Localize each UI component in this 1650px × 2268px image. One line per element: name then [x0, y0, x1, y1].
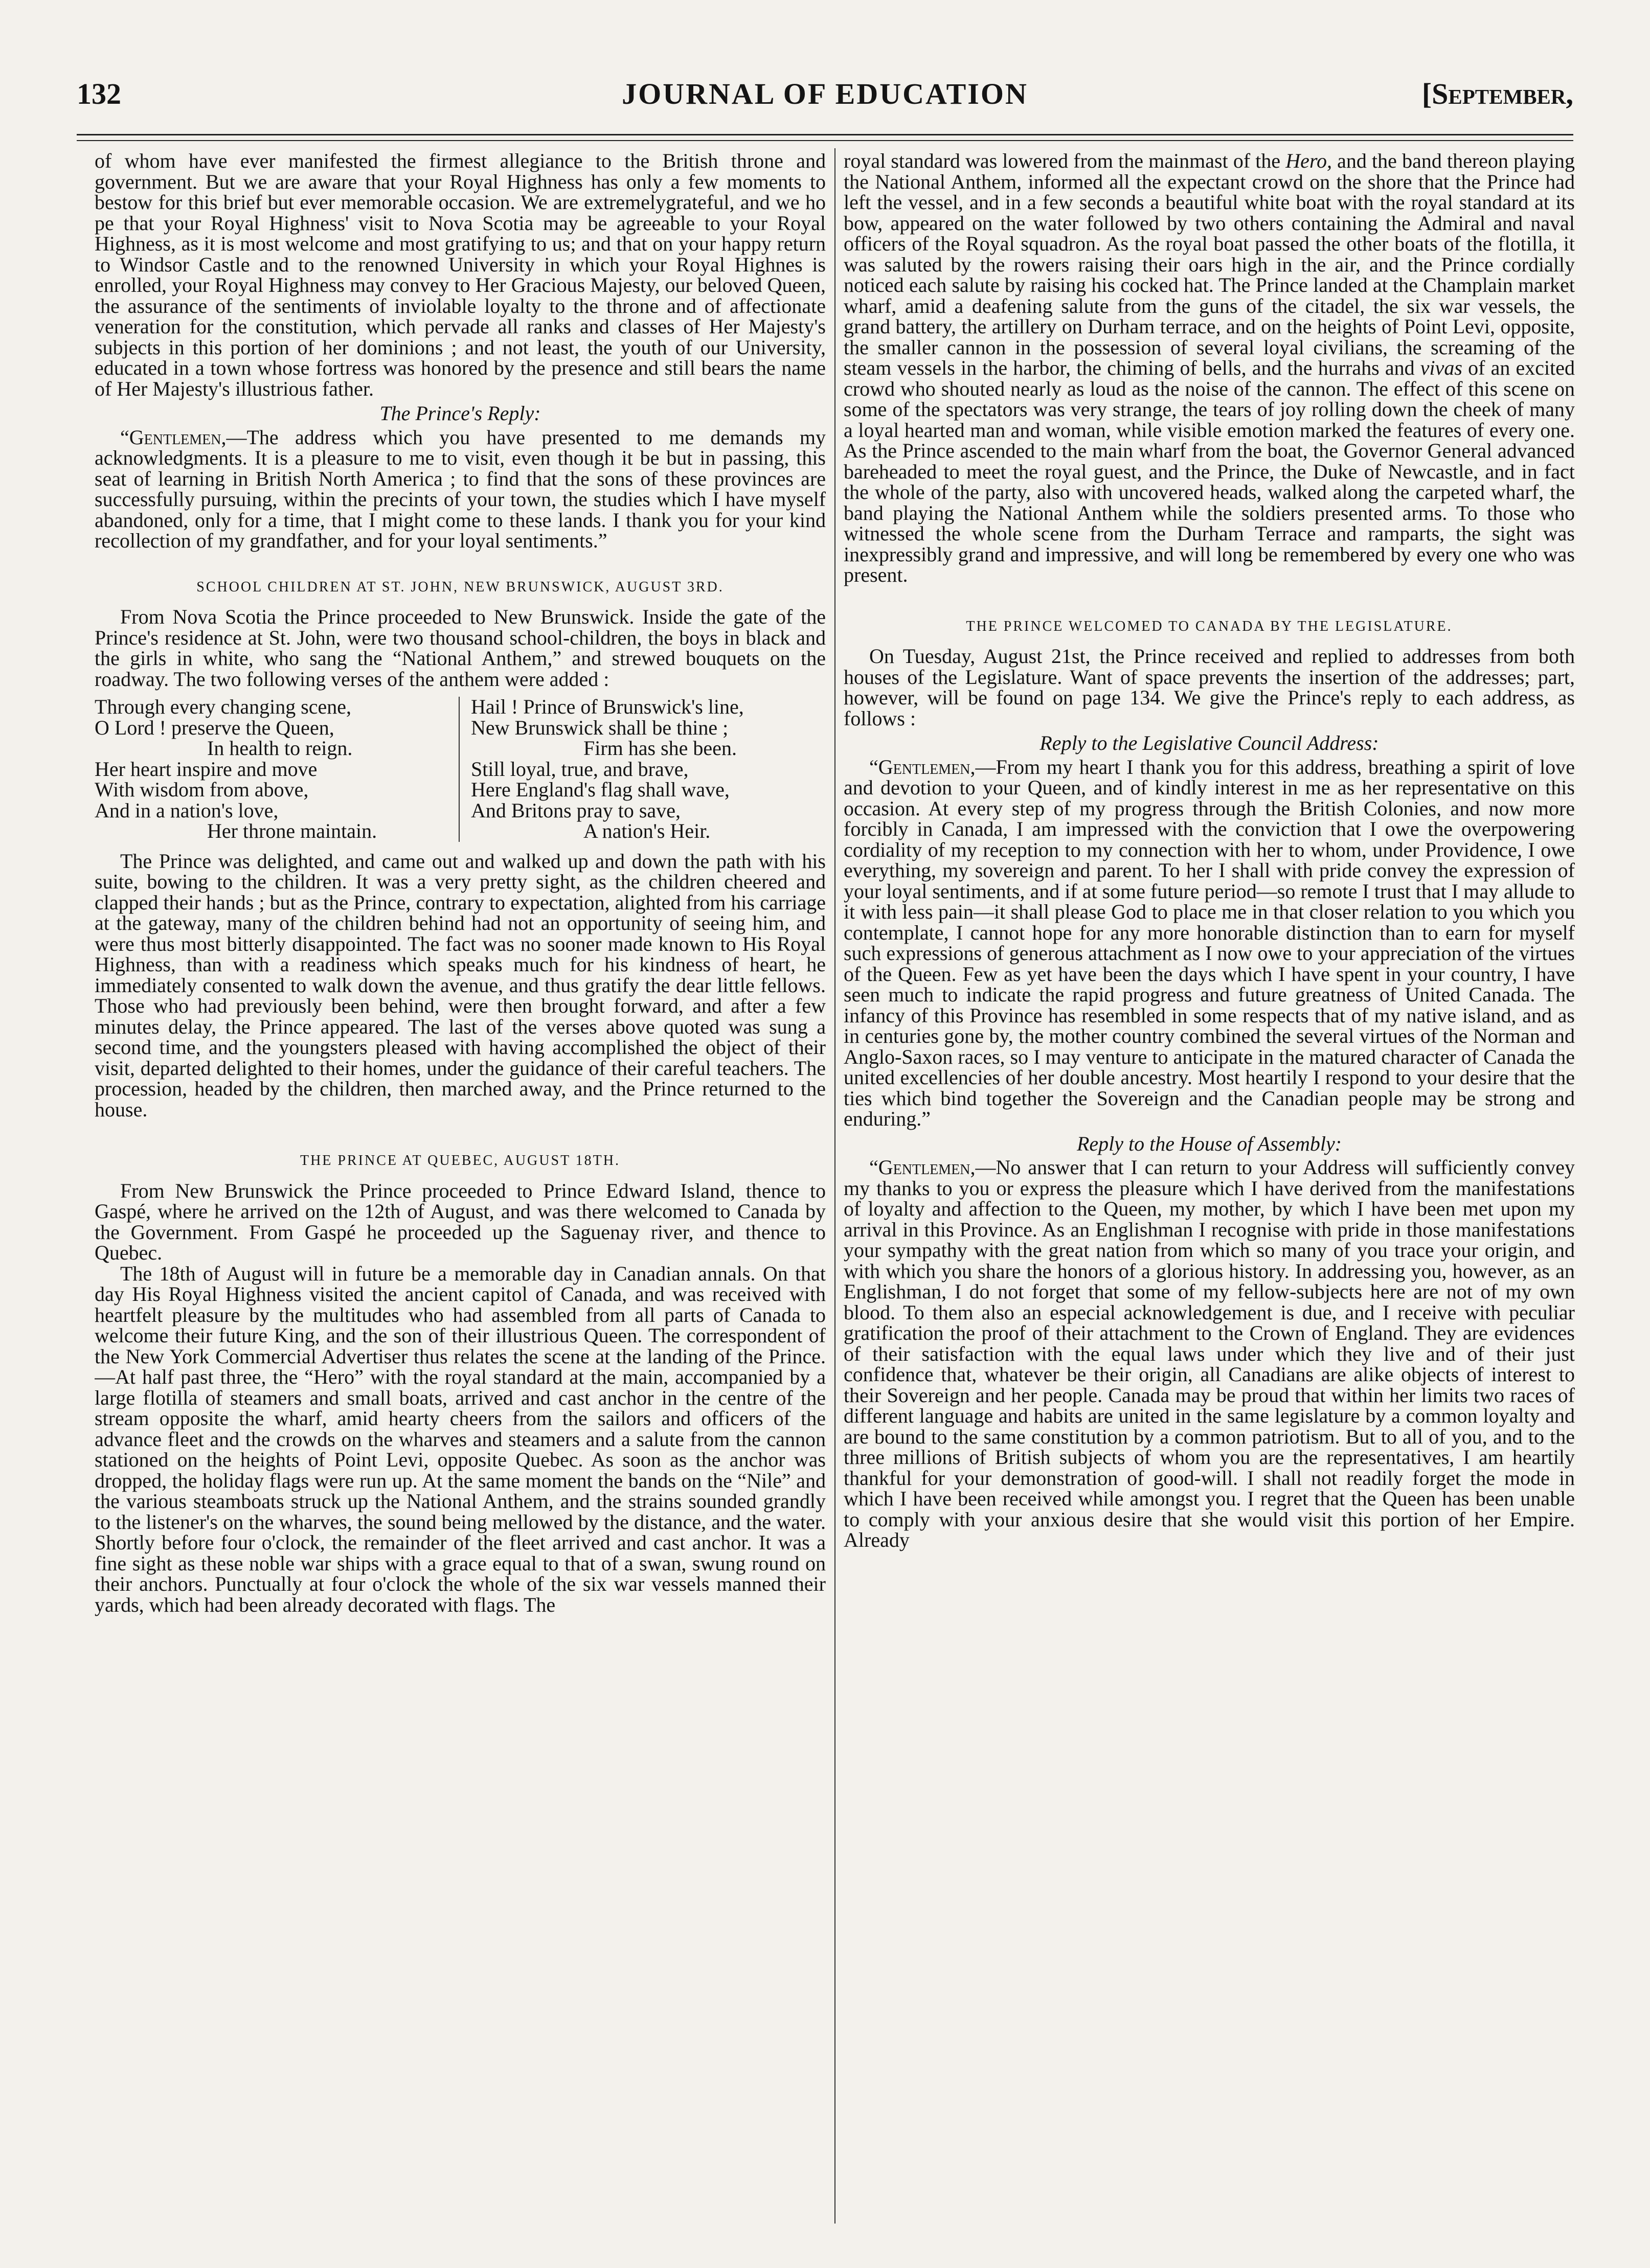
journal-title: JOURNAL OF EDUCATION: [622, 77, 1028, 110]
landing-text-a: royal standard was lowered from the mainmast of the: [844, 151, 1281, 172]
verse-line: A nation's Heir.: [583, 819, 711, 842]
quebec-paragraph-1: From New Brunswick the Prince proceeded to Prince Edward Island, thence to Gaspé, where he arrived on the 12th of August, and was there welcomed to Canada by the Government. From Gaspé he proceeded up the Saguenay river, and thence to Quebec.: [95, 1179, 826, 1264]
st-john-paragraph: From Nova Scotia the Prince proceeded to New Brunswick. Inside the gate of the Prince's residence at St. John, were two thousand school-children, the boys in black and the girls in white, who sang the “National Anthem,” and strewed bouquets on the roadway. The two following verses of the anthem were added :: [95, 605, 826, 691]
header-rule: [77, 134, 1573, 135]
verse-line: Still loyal, true, and brave,: [471, 757, 689, 781]
reply-salutation: “Gentlemen,: [120, 425, 227, 449]
section-heading-quebec: THE PRINCE AT QUEBEC, AUGUST 18TH.: [300, 1153, 620, 1169]
council-reply-heading: Reply to the Legislative Council Address:: [1039, 731, 1379, 754]
header-month: [September,: [1421, 77, 1573, 110]
landing-text-c: of an excited crowd who shouted nearly as loud as the noise of the cannon. The effect of this scene on some of the spectators was very strange, the tears of joy rolling down the cheek of many a loyal hearted man and woman, while visible emotion marked the features of every one. As the Prince ascended to the main wharf from the boat, the Governor General advanced bareheaded to meet the royal guest, and the Prince, the Duke of Newcastle, and in fact the whole of the party, also with uncovered heads, walked along the carpeted wharf, the band playing the National Anthem while the soldiers presented arms. To those who witnessed the whole scene from the Durham Terrace and ramparts, the sight was inexpressibly grand and impressive, and will long be remembered by every one who was present.: [844, 356, 1575, 586]
verse-line: With wisdom from above,: [95, 778, 309, 801]
quebec-paragraph-2: The 18th of August will in future be a memorable day in Canadian annals. On that day His Royal Highness visited the ancient capitol of Canada, and was received with heartfelt pleasure by the multitudes who had assembled from all parts of Canada to welcome their future King, and the son of their illustrious Queen. The correspondent of the New York Commercial Advertiser thus relates the scene at the landing of the Prince.—At half past three, the “Hero” with the royal standard at the main, accompanied by a large flotilla of steamers and small boats, arrived and cast anchor in the centre of the stream opposite the wharf, amid hearty cheers from the sailors and officers of the advance fleet and the crowds on the wharves and steamers and a salute from the cannon stationed on the heights of Point Levi, opposite Quebec. As soon as the anchor was dropped, the holiday flags were run up. At the same moment the bands on the “Nile” and the various steamboats struck up the National Anthem, and the strains sounded grandly to the listener's on the wharves, the sound being mellowed by the distance, and the water. Shortly before four o'clock, the remainder of the fleet arrived and cast anchor. It was a fine sight as these noble war ships with a grace equal to that of a swan, swung round on their anchors. Punctually at four o'clock the whole of the six war vessels manned their yards, which had been already decorated with flags. The: [95, 1262, 826, 1616]
verse-line: Her throne maintain.: [207, 819, 377, 842]
assembly-salutation: “Gentlemen,: [869, 1156, 976, 1179]
verse-line: O Lord ! preserve the Queen,: [95, 716, 334, 739]
verse-line: New Brunswick shall be thine ;: [471, 716, 729, 739]
section-heading-st-john: SCHOOL CHILDREN AT ST. JOHN, NEW BRUNSWICK, AUGUST 3RD.: [196, 579, 724, 595]
prince-delighted-paragraph: The Prince was delighted, and came out and walked up and down the path with his suite, bowing to the children. It was a very pretty sight, as the children cheered and clapped their hands ; but as the Prince, contrary to expectation, alighted from his carriage at the gateway, many of the children behind had not an opportunity of seeing him, and were thus most bitterly disappointed. The fact was no sooner made known to His Royal Highness, than with a readiness which speaks much for his kindness of heart, he immediately consented to walk down the avenue, and thus gratify the dear little fellows. Those who had previously been behind, were then brought forward, and after a few minutes delay, the Prince appeared. The last of the verses above quoted was sung a second time, and the youngsters pleased with having accomplished the object of their visit, departed delighted to their homes, under the guidance of their careful teachers. The procession, headed by the children, then marched away, and the Prince returned to the house.: [95, 849, 826, 1121]
reply-text: —The address which you have presented to me demands my acknowledgments. It is a pleasure to me to visit, even though it be but in passing, this seat of learning in British North America ; to find that the sons of these provinces are successfully pursuing, within the precints of your town, the studies which I have myself abandoned, only for a time, that I might come to these lands. I thank you for your kind recollection of my grandfather, and for your loyal sentiments.”: [95, 425, 826, 552]
left-column: [95, 151, 826, 2236]
address-continuation: of whom have ever manifested the firmest allegiance to the British throne and government. But we are aware that your Royal Highness has only a few moments to bestow for this brief but ever memorable occasion. We are extremelygrateful, and we ho pe that your Royal Highness' visit to Nova Scotia may be agreeable to your Royal Highness, as it is most welcome and most gratifying to us; and that on your happy return to Windsor Castle and to the renowned University in which your Royal Highnes is enrolled, your Royal Highness may convey to Her Gracious Majesty, our beloved Queen, the assurance of the sentiments of inviolable loyalty to the throne and of affectionate veneration for the constitution, which pervade all ranks and classes of Her Majesty's subjects in this portion of her dominions ; and not least, the youth of our University, educated in a town whose fortress was honored by the presence and still bears the name of Her Majesty's illustrious father.: [95, 151, 826, 400]
verse-line: Hail ! Prince of Brunswick's line,: [471, 695, 744, 718]
right-column: [844, 151, 1575, 2236]
running-header: [77, 77, 1573, 118]
ship-name-hero: Hero,: [1285, 151, 1332, 172]
council-salutation: “Gentlemen,: [869, 755, 976, 778]
reply-paragraph: [95, 427, 826, 552]
assembly-reply-heading: Reply to the House of Assembly:: [1076, 1132, 1342, 1155]
reply-heading: The Prince's Reply:: [379, 402, 541, 425]
verse-line: Through every changing scene,: [95, 695, 352, 718]
verse-line: Firm has she been.: [583, 737, 737, 760]
assembly-reply-paragraph: [844, 1157, 1575, 1551]
column-divider: [834, 148, 835, 2224]
page-number: 132: [77, 77, 121, 110]
verse-line: Her heart inspire and move: [95, 757, 318, 781]
verse-two: [460, 697, 826, 842]
assembly-reply-text: —No answer that I can return to your Address will sufficiently convey my thanks to you or express the pleasure which I have derived from the manifestations of loyalty and affection to the Queen, my mother, by which I have been met upon my arrival in this Province. As an Englishman I recognise with pride in those manifestations your sympathy with the great nation from which so many of you trace your origin, and with which you share the honors of a glorious history. In addressing you, however, as an Englishman, I do not forget that some of my fellow-subjects here are not of my own blood. To them also an especial acknowledgement is due, and I receive with peculiar gratification the proof of their attachment to the Crown of England. They are evidences of their satisfaction with the equal laws under which they live and of their just confidence that, whatever be their origin, all Canadians are alike objects of interest to their Sovereign and her people. Canada may be proud that within her limits two races of different language and habits are united in the same legislature by a common loyalty and are bound to the same constitution by a common patriotism. But to all of you, and to the three millions of British subjects of whom you are the representatives, I am heartily thankful for your demonstration of good-will. I shall not readily forget the mode in which I have been received while amongst you. I regret that the Queen has been unable to comply with your anxious desire that she would visit this portion of her Empire. Already: [844, 1156, 1575, 1551]
council-reply-paragraph: [844, 757, 1575, 1130]
verse-line: And in a nation's love,: [95, 798, 279, 822]
legislature-paragraph: On Tuesday, August 21st, the Prince received and replied to addresses from both houses of the Legislature. Want of space prevents the insertion of the addresses; part, however, will be found on page 134. We give the Prince's reply to each address, as follows :: [844, 645, 1575, 730]
header-rule-thin: [77, 140, 1573, 141]
landing-continuation: [844, 151, 1575, 586]
verse-line: Here England's flag shall wave,: [471, 778, 730, 801]
council-reply-text: —From my heart I thank you for this address, breathing a spirit of love and devotion to your Queen, and of kindly interest in me as her representative on this occasion. At every step of my progress through the British Colonies, and now more forcibly in Canada, I am impressed with the conviction that I owe the overpowering cordiality of my reception to my connection with her to whom, under Providence, I owe everything, my sovereign and parent. To her I shall with pride convey the expression of your loyal sentiments, and if at some future period—so remote I trust that I may allude to it with less pain—it shall please God to place me in that closer relation to you which you contemplate, I cannot hope for any more honorable distinction than to earn for myself such expressions of generous attachment as I now owe to your appreciation of the virtues of the Queen. Few as yet have been the days which I have spent in your country, I have seen much to indicate the rapid progress and future greatness of United Canada. The infancy of this Province has resembled in some respects that of my native island, and as in centuries gone by, the mother country combined the several virtues of the Norman and Anglo-Saxon races, so I may venture to anticipate in the matured character of Canada the united excellencies of her double ancestry. Most heartily I respond to your desire that the ties which bind together the Sovereign and the Canadian people may be strong and enduring.”: [844, 755, 1575, 1130]
verse-line: In health to reign.: [207, 737, 353, 760]
italic-vivas: vivas: [1420, 356, 1462, 379]
verse-line: And Britons pray to save,: [471, 798, 681, 822]
anthem-verses: [95, 697, 826, 842]
section-heading-legislature: THE PRINCE WELCOMED TO CANADA BY THE LEGISLATURE.: [966, 618, 1453, 634]
landing-text-b: and the band thereon playing the National Anthem, informed all the expectant crowd on the shore that the Prince had left the vessel, and in a few seconds a beautiful white boat with the royal standard at its bow, appeared on the water followed by two others containing the Admiral and naval officers of the Royal squadron. As the royal boat passed the other boats of the flotilla, it was saluted by the rowers raising their oars high in the air, and the Prince cordially noticed each salute by raising his cocked hat. The Prince landed at the Champlain market wharf, amid a deafening salute from the guns of the citadel, the six war vessels, the grand battery, the artillery on Durham terrace, and on the heights of Point Levi, opposite, the smaller cannon in the possession of several loyal civilians, the screaming of the steam vessels in the harbor, the chiming of bells, and the hurrahs and: [844, 151, 1575, 379]
verse-one: [95, 697, 460, 842]
